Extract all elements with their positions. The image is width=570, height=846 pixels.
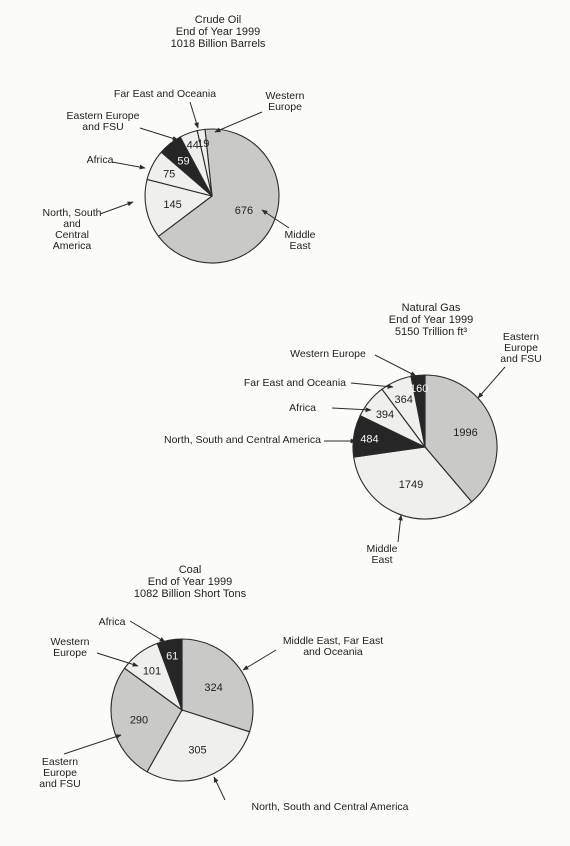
western-europe-value-label: 19: [197, 138, 210, 151]
north-south-central-america-category-label: [164, 434, 321, 446]
category-label-line: Middle: [284, 229, 316, 241]
eastern-europe-fsu-category-label: [500, 331, 541, 365]
title-line: Natural Gas: [401, 302, 461, 314]
western-europe-category-label: [290, 348, 366, 360]
far-east-oceania-value-label: 44: [186, 139, 199, 152]
chart-title: [389, 302, 473, 338]
category-label-line: Eastern Europe: [66, 110, 140, 122]
category-label-line: and: [63, 218, 81, 230]
title-line: Crude Oil: [194, 14, 242, 26]
middle-east-category-label: [285, 229, 316, 252]
africa-category-label: [289, 402, 316, 414]
category-label-line: Far East and Oceania: [113, 88, 217, 100]
middle-east-far-east-oceania-leader-arrow: [243, 650, 276, 670]
category-label-line: Eastern: [502, 331, 540, 343]
western-europe-category-label: [266, 90, 305, 113]
eastern-europe-fsu-leader-arrow: [64, 735, 121, 754]
africa-category-label: [99, 616, 126, 628]
chart-title: [171, 14, 266, 50]
north-south-central-america-category-label: [252, 801, 409, 813]
category-label-line: Europe: [43, 767, 77, 779]
far-east-oceania-category-label: [114, 88, 216, 100]
category-label-line: Western: [50, 636, 90, 648]
middle-east-leader-arrow: [398, 515, 401, 542]
title-line: 5150 Trillion ft³: [394, 326, 468, 338]
chart-title: [134, 564, 247, 600]
middle-east-value-label: 676: [234, 204, 254, 217]
title-line: End of Year 1999: [388, 314, 474, 326]
eastern-europe-fsu-leader-arrow: [478, 367, 505, 398]
far-east-oceania-category-label: [244, 377, 346, 389]
category-label-line: America: [52, 240, 92, 252]
natural-gas-pie-chart: [164, 302, 542, 566]
category-label-line: and FSU: [82, 121, 124, 133]
western-europe-value-label: 101: [142, 665, 162, 678]
category-label-line: North, South and Central America: [251, 801, 409, 813]
north-south-central-america-leader-arrow: [100, 202, 133, 214]
africa-leader-arrow: [130, 621, 165, 642]
category-label-line: Central: [55, 229, 89, 241]
middle-east-far-east-oceania-value-label: 324: [204, 682, 223, 694]
north-south-central-america-value-label: 305: [188, 744, 207, 757]
eastern-europe-fsu-category-label: [39, 756, 80, 790]
title-line: Coal: [178, 564, 202, 576]
title-line: End of Year 1999: [175, 26, 261, 38]
middle-east-far-east-oceania-category-label: [283, 635, 383, 658]
western-europe-category-label: [51, 636, 90, 659]
north-south-central-america-category-label: [43, 207, 102, 252]
north-south-central-america-value-label: 484: [360, 433, 379, 446]
category-label-line: Europe: [504, 342, 538, 354]
title-line: End of Year 1999: [147, 576, 233, 588]
title-line: 1082 Billion Short Tons: [133, 588, 247, 600]
western-europe-leader-arrow: [375, 355, 416, 376]
category-label-line: East: [371, 554, 393, 566]
far-east-oceania-leader-arrow: [351, 383, 393, 387]
category-label-line: Europe: [53, 647, 87, 659]
middle-east-category-label: [367, 543, 398, 566]
far-east-oceania-value-label: 364: [394, 394, 413, 406]
category-label-line: Europe: [268, 101, 302, 113]
category-label-line: North, South and Central America: [164, 434, 321, 446]
category-label-line: Africa: [98, 616, 126, 628]
western-europe-leader-arrow: [215, 112, 262, 132]
category-label-line: Middle East, Far East: [282, 635, 384, 647]
africa-value-label: 394: [375, 409, 395, 421]
middle-east-value-label: 1749: [398, 479, 424, 491]
western-europe-value-label: 160: [410, 383, 429, 396]
category-label-line: East: [289, 240, 311, 252]
category-label-line: and Oceania: [303, 646, 363, 658]
category-label-line: Middle: [366, 543, 398, 555]
crude-oil-pie-chart: [43, 14, 316, 263]
eastern-europe-fsu-value-label: 1996: [453, 427, 478, 440]
category-label-line: North, South: [42, 207, 102, 219]
north-south-central-america-leader-arrow: [214, 777, 225, 800]
north-south-central-america-value-label: 145: [163, 198, 182, 211]
category-label-line: Africa: [86, 154, 114, 166]
eastern-europe-fsu-value-label: 59: [177, 155, 190, 168]
category-label-line: and FSU: [39, 778, 81, 790]
category-label-line: Eastern: [41, 756, 79, 768]
title-line: 1018 Billion Barrels: [170, 38, 266, 50]
eastern-europe-fsu-leader-arrow: [140, 128, 178, 140]
far-east-oceania-leader-arrow: [190, 102, 198, 128]
category-label-line: and FSU: [500, 353, 542, 365]
africa-leader-arrow: [112, 162, 145, 168]
category-label-line: Africa: [289, 402, 316, 414]
eastern-europe-fsu-category-label: [67, 110, 140, 133]
africa-value-label: 61: [166, 650, 179, 663]
eastern-europe-fsu-value-label: 290: [129, 714, 149, 727]
category-label-line: Far East and Oceania: [243, 377, 346, 389]
category-label-line: Western: [265, 90, 305, 102]
category-label-line: Western Europe: [290, 348, 366, 360]
coal-pie-chart: [39, 564, 408, 813]
africa-value-label: 75: [163, 168, 176, 181]
africa-category-label: [87, 154, 114, 166]
